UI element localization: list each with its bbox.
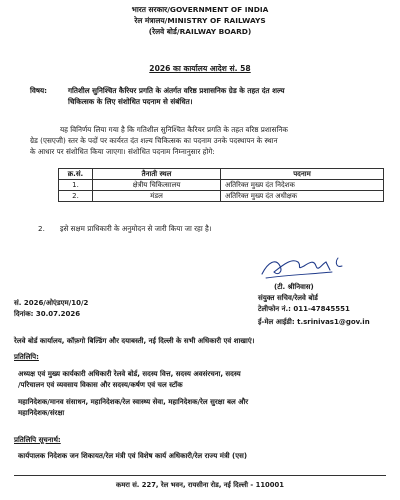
office-order-number: 2026 का कार्यालय आदेश सं. 58: [149, 64, 251, 73]
subject-line-1: गतिशील सुनिश्चित कैरियर प्रगति के अंतर्गत वरिष्ठ प्रशासनिक ग्रेड के तहत दंत शल्य: [68, 86, 285, 95]
body-line-2: ग्रेड (एसएजी) स्तर के पदों पर कार्यरत दंत शल्य चिकित्सक का पदनाम उनके पदस्थापन के स्थान: [30, 136, 278, 145]
file-info: [14, 298, 88, 320]
subject-line-2: चिकित्सक के लिए संशोधित पदनाम से संबंधित।: [68, 97, 193, 106]
subject-label: विषय:: [30, 86, 48, 95]
copy-to-line-2: /परिचालन एवं व्यवसाय विकास और सदस्य/कर्षण एवं चल स्टॉक: [18, 381, 183, 389]
col-designation-header: पदनाम: [221, 169, 384, 180]
paragraph-2-text: इसे सक्षम प्राधिकारी के अनुमोदन से जारी किया जा रहा है।: [60, 224, 212, 233]
footer-divider: [14, 475, 386, 476]
signatory-designation: संयुक्त सचिव/रेलवे बोर्ड: [258, 294, 318, 302]
signatory-phone: टेलीफोन नं.: 011-47845551: [258, 305, 350, 313]
paragraph-2: [38, 224, 212, 234]
table-cell: मंडल: [93, 191, 221, 202]
copy-to-line-1: अध्यक्ष एवं मुख्य कार्यकारी अधिकारी रेलवे बोर्ड, सदस्य वित्त, सदस्य अवसंरचना, सदस्य: [18, 370, 241, 378]
table-header-row: [59, 169, 384, 180]
header-ministry: रेल मंत्रालय/MINISTRY OF RAILWAYS: [134, 16, 266, 25]
subject-block: [30, 85, 380, 107]
addressee: रेलवे बोर्ड कार्यालय, कॉफ़गो बिल्डिंग और दयाबस्ती, नई दिल्ली के सभी अधिकारी एवं शाखाएं।: [14, 337, 255, 345]
file-date: दिनांक: 30.07.2026: [14, 310, 81, 318]
signatory-block: [258, 282, 370, 328]
body-line-3: के आधार पर संशोधित किया जाएगा। संशोधित पदनाम निम्नानुसार होगे:: [30, 147, 215, 156]
paragraph-2-number: 2.: [38, 224, 45, 233]
copy-info-block: [14, 435, 386, 462]
designation-table: [58, 168, 384, 202]
body-paragraph: [30, 124, 375, 157]
signatory-email: ई-मेल आईडी: t.srinivas1@gov.in: [258, 318, 370, 326]
file-number: सं. 2026/ओएंडएम/10/2: [14, 299, 89, 307]
table-cell: अतिरिक्त मुख्य दंत अधीक्षक: [221, 191, 384, 202]
table-cell: क्षेत्रीय चिकित्सालय: [93, 180, 221, 191]
copy-to-line-4: महानिदेशक/संरक्षा: [18, 409, 65, 417]
footer-address: कमरा सं. 227, रेल भवन, रायसीना रोड, नई दिल्ली - 110001: [116, 481, 284, 489]
table-cell: अतिरिक्त मुख्य दंत निदेशक: [221, 180, 384, 191]
copy-info-line-1: कार्यपालक निदेशक जन शिकायत/रेल मंत्री एवं विशेष कार्य अधिकारी/रेल राज्य मंत्री (एस): [18, 452, 248, 460]
header-board: (रेलवे बोर्ड/RAILWAY BOARD): [148, 27, 252, 36]
header-government: भारत सरकार/GOVERNMENT OF INDIA: [131, 5, 269, 14]
copy-info-label: प्रतिलिपि सूचनार्थ:: [14, 436, 61, 444]
handwritten-signature: [258, 248, 348, 282]
copy-to-line-3: महानिदेशक/मानव संसाधन, महानिदेशक/रेल स्वास्थ्य सेवा, महानिदेशक/रेल सुरक्षा बल और: [18, 398, 249, 406]
copy-to-block: [14, 352, 386, 419]
body-line-1: यह विनिर्णय लिया गया है कि गतिशील सुनिश्चित कैरियर प्रगति के तहत वरिष्ठ प्रशासनिक: [60, 125, 288, 134]
copy-to-label: प्रतिलिपि:: [14, 353, 39, 361]
table-row: [59, 191, 384, 202]
col-serial-header: क्र.सं.: [59, 169, 93, 180]
signatory-name: (टी. श्रीनिवास): [274, 283, 314, 291]
table-cell: 2.: [59, 191, 93, 202]
table-row: [59, 180, 384, 191]
table-cell: 1.: [59, 180, 93, 191]
col-posting-header: तैनाती स्थल: [93, 169, 221, 180]
